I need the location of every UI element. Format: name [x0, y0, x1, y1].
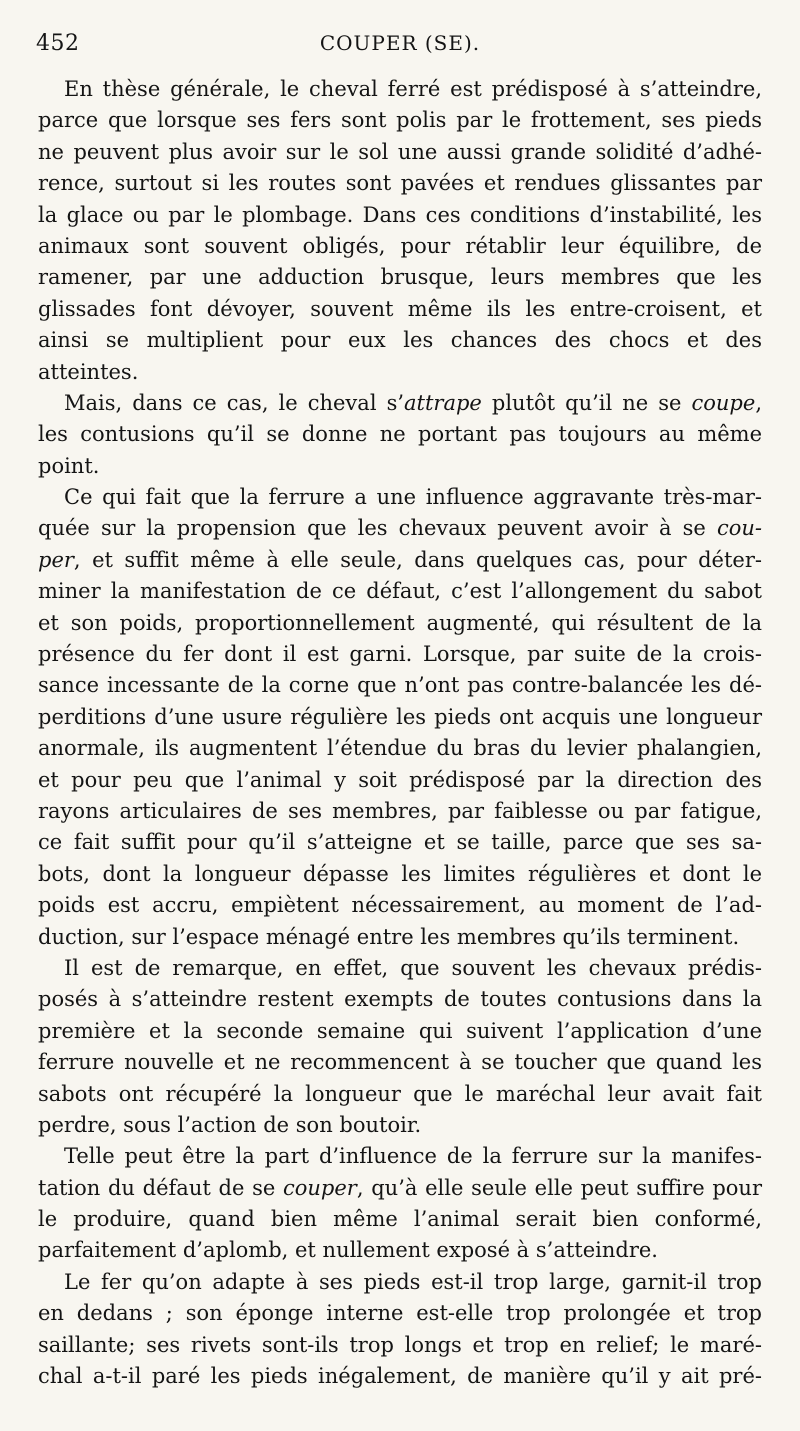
text-segment: perditions d’une usure régulière les pieds ont acquis une longueur	[38, 704, 762, 729]
text-segment: Mais, dans ce cas, le cheval s’	[64, 390, 405, 415]
text-segment: chal a-t-il paré les pieds inégalement, de manière qu’il y ait pré-	[38, 1364, 762, 1389]
text-segment: première et la seconde semaine qui suivent l’application d’une	[38, 1018, 762, 1043]
text-line	[38, 419, 762, 450]
text-line	[38, 1047, 762, 1078]
text-segment: coupe	[691, 390, 756, 415]
text-segment: rence, surtout si les routes sont pavées et rendues glissantes par	[38, 171, 762, 196]
text-segment: plutôt qu’il ne se	[481, 390, 692, 415]
text-line	[38, 451, 762, 482]
text-line	[38, 1141, 762, 1172]
text-segment: et pour peu que l’animal y soit prédisposé par la direction des	[38, 767, 762, 792]
text-line	[38, 953, 762, 984]
text-line	[38, 1361, 762, 1392]
text-line	[38, 765, 762, 796]
text-segment: présence du fer dont il est garni. Lorsque, par suite de la crois-	[38, 642, 762, 667]
text-line	[38, 1110, 762, 1141]
text-line	[38, 294, 762, 325]
text-segment: parfaitement d’aplomb, et nullement exposé à s’atteindre.	[38, 1238, 658, 1263]
text-segment: en dedans ; son éponge interne est-elle trop prolongée et trop	[38, 1301, 762, 1326]
text-line	[38, 670, 762, 701]
text-line	[38, 1204, 762, 1235]
text-segment: ferrure nouvelle et ne recommencent à se toucher que quand les	[38, 1050, 762, 1075]
text-line	[38, 325, 762, 356]
text-segment: poids est accru, empiètent nécessairement, au moment de l’ad-	[38, 893, 762, 918]
text-line	[38, 922, 762, 953]
text-line	[38, 827, 762, 858]
body-text	[38, 74, 762, 1392]
page-number: 452	[36, 31, 80, 56]
text-segment: miner la manifestation de ce défaut, c’est l’allongement du sabot	[38, 579, 762, 604]
text-line	[38, 1298, 762, 1329]
text-line	[38, 137, 762, 168]
text-segment: point.	[38, 453, 100, 478]
text-segment: sabots ont récupéré la longueur que le maréchal leur avait fait	[38, 1081, 762, 1106]
text-segment: ramener, par une adduction brusque, leurs membres que les	[38, 265, 762, 290]
text-line	[38, 1079, 762, 1110]
text-segment: posés à s’atteindre restent exempts de toutes contusions dans la	[38, 987, 762, 1012]
text-line	[38, 231, 762, 262]
text-segment: attrape	[404, 390, 482, 415]
text-segment: la glace ou par le plombage. Dans ces conditions d’instabilité, les	[38, 202, 762, 227]
text-segment: Le fer qu’on adapte à ses pieds est-il trop large, garnit-il trop	[64, 1269, 762, 1294]
text-segment: quée sur la propension que les chevaux peuvent avoir à se	[38, 516, 717, 541]
text-line	[38, 262, 762, 293]
text-line	[38, 513, 762, 544]
text-line	[38, 984, 762, 1015]
text-segment: ainsi se multiplient pour eux les chances des chocs et des	[38, 328, 762, 353]
text-segment: ne peuvent plus avoir sur le sol une aussi grande solidité d’adhé-	[38, 139, 762, 164]
text-line	[38, 357, 762, 388]
text-segment: rayons articulaires de ses membres, par faiblesse ou par fatigue,	[38, 798, 762, 823]
text-segment: glissades font dévoyer, souvent même ils les entre-croisent, et	[38, 296, 762, 321]
text-line	[38, 702, 762, 733]
text-segment: parce que lorsque ses fers sont polis par le frottement, ses pieds	[38, 108, 762, 133]
text-line	[38, 168, 762, 199]
text-line	[38, 576, 762, 607]
text-line	[38, 200, 762, 231]
text-segment: ,	[755, 390, 762, 415]
text-line	[38, 639, 762, 670]
text-line	[38, 733, 762, 764]
text-line	[38, 890, 762, 921]
text-segment: sance incessante de la corne que n’ont pas contre-balancée les dé-	[38, 673, 762, 698]
text-segment: En thèse générale, le cheval ferré est prédisposé à s’atteindre,	[64, 77, 762, 101]
text-line	[38, 105, 762, 136]
text-line	[38, 859, 762, 890]
text-line	[38, 1016, 762, 1047]
text-line	[38, 1330, 762, 1361]
text-line	[38, 1235, 762, 1266]
text-segment: per	[38, 547, 74, 572]
text-segment: bots, dont la longueur dépasse les limites régulières et dont le	[38, 861, 762, 886]
text-line	[38, 1267, 762, 1298]
text-segment: duction, sur l’espace ménagé entre les membres qu’ils terminent.	[38, 924, 740, 949]
text-line	[38, 388, 762, 419]
text-segment: saillante; ses rivets sont-ils trop longs et trop en relief; le maré-	[38, 1332, 762, 1357]
text-line	[38, 1173, 762, 1204]
text-line	[38, 545, 762, 576]
text-line	[38, 608, 762, 639]
text-segment: couper	[283, 1175, 357, 1200]
text-segment: Ce qui fait que la ferrure a une influence aggravante très-mar-	[64, 485, 762, 510]
text-segment: ce fait suffit pour qu’il s’atteigne et se taille, parce que ses sa-	[38, 830, 762, 855]
text-segment: , et suffit même à elle seule, dans quelques cas, pour déter-	[73, 547, 762, 572]
text-segment: Il est de remarque, en effet, que souvent les chevaux prédis-	[64, 955, 762, 980]
text-line	[38, 796, 762, 827]
text-segment: , qu’à elle seule elle peut suffire pour	[356, 1175, 762, 1200]
text-segment: tation du défaut de se	[38, 1175, 283, 1200]
text-segment: anormale, ils augmentent l’étendue du bras du levier phalangien,	[38, 736, 762, 761]
text-segment: animaux sont souvent obligés, pour rétablir leur équilibre, de	[38, 233, 762, 258]
text-segment: perdre, sous l’action de son boutoir.	[38, 1112, 422, 1137]
running-head: COUPER (SE).	[319, 31, 481, 55]
text-segment: atteintes.	[38, 359, 139, 384]
text-line	[38, 482, 762, 513]
text-line	[38, 74, 762, 105]
page-header	[36, 33, 764, 69]
text-segment: cou-	[716, 516, 762, 541]
text-segment: Telle peut être la part d’influence de la ferrure sur la manifes-	[64, 1144, 762, 1169]
text-segment: et son poids, proportionnellement augmenté, qui résultent de la	[38, 610, 762, 635]
text-segment: les contusions qu’il se donne ne portant pas toujours au même	[38, 422, 762, 447]
text-segment: le produire, quand bien même l’animal serait bien conformé,	[38, 1207, 762, 1232]
